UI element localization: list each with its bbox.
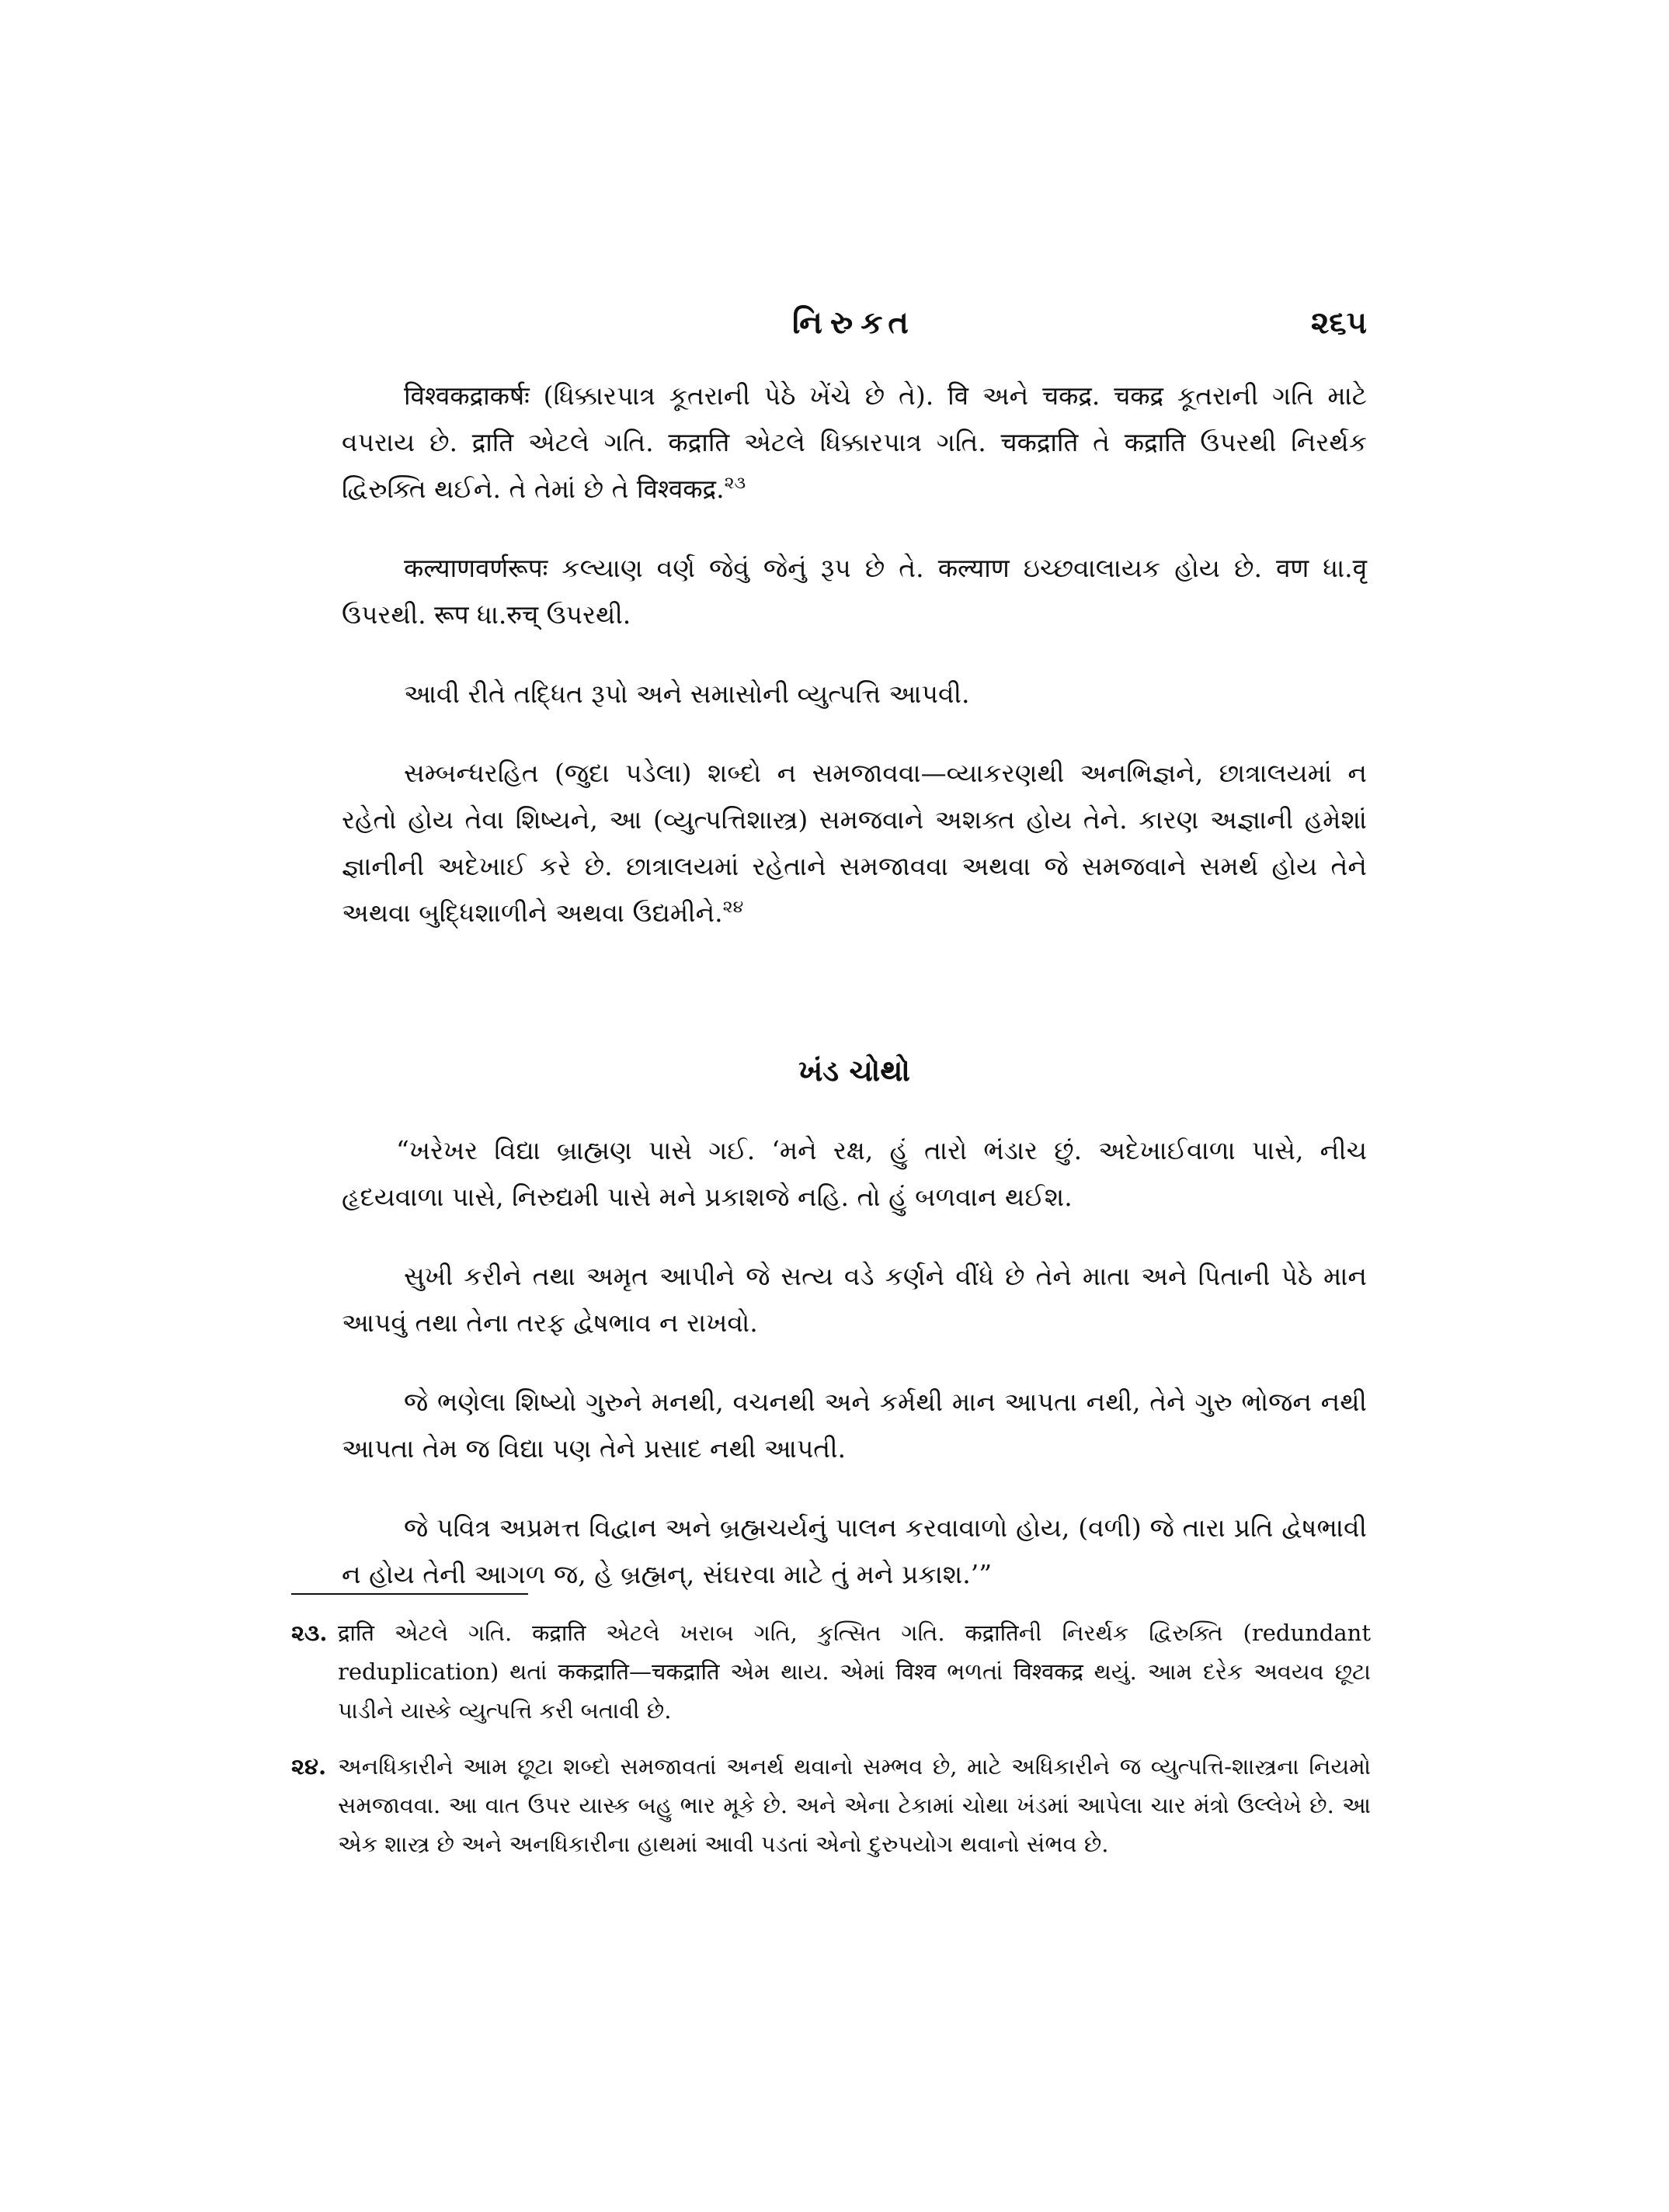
footnote-ref: ૨૩ [724, 474, 746, 493]
section-paragraph: જે પવિત્ર અપ્રમત્ત વિદ્વાન અને બ્રહ્મચર્યનું પાલન કરવાવાળો હોય, (વળી) જે તારા પ્રતિ દ્વેષભાવી ન હોય તેની આગળ જ, હે બ્રહ્મન્, સંઘરવા માટે તું મને પ્રકાશ.’” [342, 1512, 1367, 1589]
running-title: નિરુક્ત [792, 304, 916, 341]
footnote-ref: ૨૪ [722, 898, 744, 917]
footnote-number: ૨૩. [291, 1620, 328, 1646]
paragraph [342, 671, 1367, 717]
body-text [342, 373, 1367, 1630]
paragraph [342, 545, 1367, 638]
paragraph-text: આવી રીતે તદ્ધિત રૂપો અને સમાસોની વ્યુત્પત્તિ આપવી. [404, 679, 970, 709]
section-heading: ખંડ ચોથો [798, 1053, 910, 1088]
paragraph [342, 750, 1367, 936]
footnote-text: द्राति એટલે ગતિ. कद्राति એટલે ખરાબ ગતિ, કુત્સિત ગતિ. कद्रातिની નિરર્થક દ્વિરુક્તિ (redundant reduplication) થતાં ककद्राति—चकद्राति એમ થાય. એમાં विश्व ભળતાં विश्वकद्र થયું. આમ દરેક અવયવ છૂટા પાડીને યાસ્કે વ્યુત્પત્તિ કરી બતાવી છે. [338, 1620, 1371, 1724]
section-paragraph: સુખી કરીને તથા અમૃત આપીને જે સત્ય વડે કર્ણને વીંધે છે તેને માતા અને પિતાની પેઠે માન આપવું તથા તેના તરફ દ્વેષભાવ ન રાખવો. [342, 1261, 1367, 1338]
paragraph [342, 373, 1367, 512]
page-number: ૨૬૫ [1310, 304, 1367, 341]
section-paragraph: જે ભણેલા શિષ્યો ગુરુને મનથી, વચનથી અને કર્મથી માન આપતા નથી, તેને ગુરુ ભોજન નથી આપતા તેમ જ વિદ્યા પણ તેને પ્રસાદ નથી આપતી. [342, 1387, 1367, 1464]
footnote-number: ૨૪. [291, 1753, 327, 1780]
section-paragraph: “ખરેખર વિદ્યા બ્રાહ્મણ પાસે ગઈ. ‘મને રક્ષ, હું તારો ભંડાર છું. અદેખાઈવાળા પાસે, નીચ હૃદયવાળા પાસે, નિરુદ્યમી પાસે મને પ્રકાશજે નહિ. તો હું બળવાન થઈશ. [342, 1135, 1367, 1212]
footnote-text: અનધિકારીને આમ છૂટા શબ્દો સમજાવતાં અનર્થ થવાનો સમ્ભવ છે, માટે અધિકારીને જ વ્યુત્પત્તિ-શાસ્ત્રના નિયમો સમજાવવા. આ વાત ઉપર યાસ્ક બહુ ભાર મૂકે છે. અને એના ટેકામાં ચોથા ખંડમાં આપેલા ચાર મંત્રો ઉલ્લેખે છે. આ એક શાસ્ત્ર છે અને અનધિકારીના હાથમાં આવી પડતાં એનો દુરુપયોગ થવાનો સંભવ છે. [338, 1753, 1371, 1857]
footnote [291, 1747, 1371, 1863]
paragraph-text: कल्याणवर्णरूपः કલ્યાણ વર્ણ જેવું જેનું રૂપ છે તે. कल्याण ઇચ્છવાલાયક હોય છે. वण ધા.वृ ઉપરથી. रूप ધા.रुच् ઉપરથી. [342, 553, 1367, 630]
paragraph-text: સમ્બન્ધરહિત (જુદા પડેલા) શબ્દો ન સમજાવવા—વ્યાકરણથી અનભિજ્ઞને, છાત્રાલયમાં ન રહેતો હોય તેવા શિષ્યને, આ (વ્યુત્પત્તિશાસ્ત્ર) સમજવાને અશક્ત હોય તેને. કારણ અજ્ઞાની હમેશાં જ્ઞાનીની અદેખાઈ કરે છે. છાત્રાલયમાં રહેતાને સમજાવવા અથવા જે સમજવાને સમર્થ હોય તેને અથવા બુદ્ધિશાળીને અથવા ઉદ્યમીને. [342, 758, 1367, 928]
running-head [342, 304, 1367, 351]
footnote-rule [291, 1593, 528, 1595]
paragraph-text: विश्वकद्राकर्षः (ધિક્કારપાત્ર કૂતરાની પેઠે ખેંચે છે તે). वि અને चकद्र. चकद्र કૂતરાની ગતિ માટે વપરાય છે. द्राति એટલે ગતિ. कद्राति એટલે ધિક્કારપાત્ર ગતિ. चकद्राति તે कद्राति ઉપરથી નિરર્થક દ્વિરુક્તિ થઈને. તે તેમાં છે તે विश्वकद्र. [342, 380, 1367, 504]
footnote [291, 1613, 1371, 1730]
footnotes [291, 1613, 1371, 1880]
